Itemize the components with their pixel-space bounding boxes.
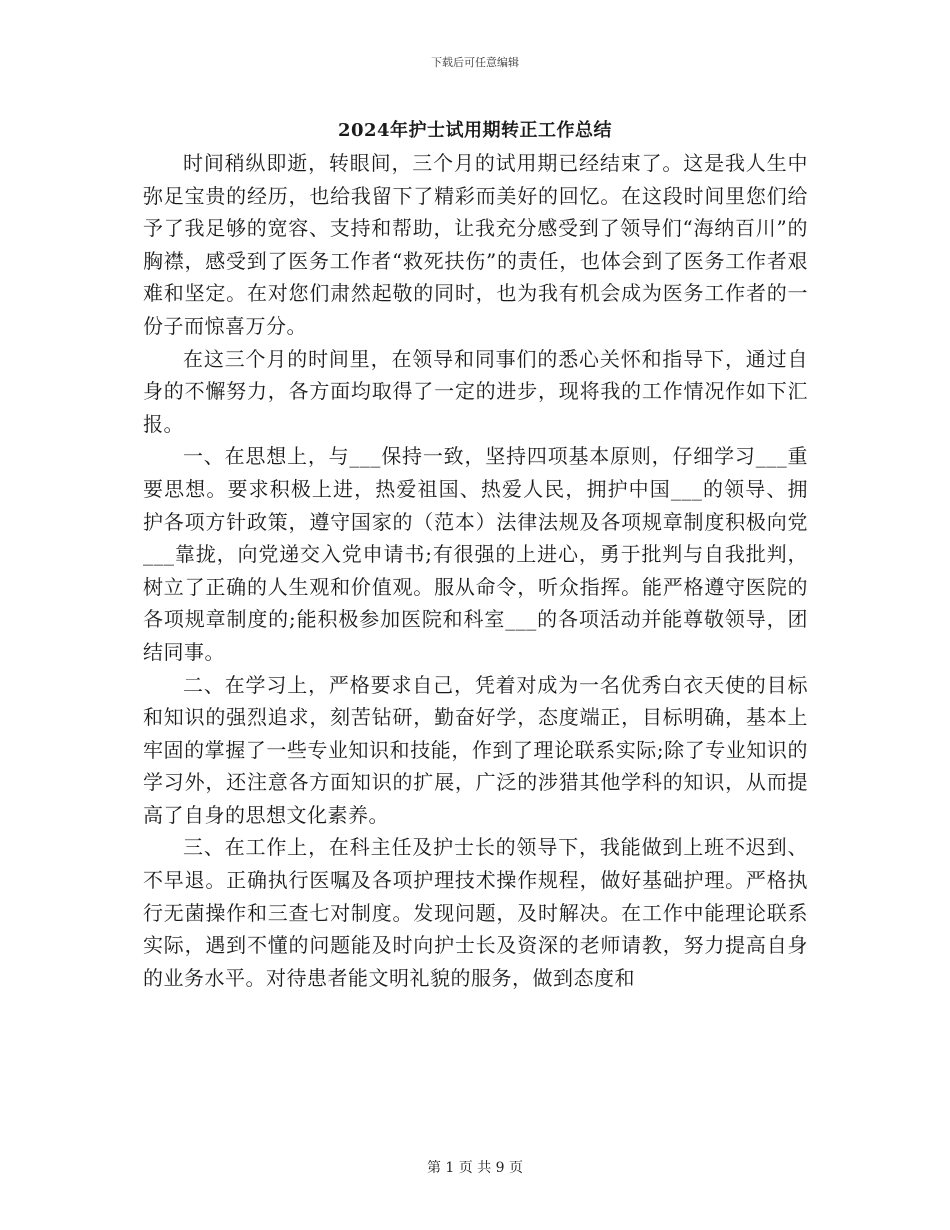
paragraph-work: 三、在工作上，在科主任及护士长的领导下，我能做到上班不迟到、不早退。正确执行医嘱及各项护理技术操作规程，做好基础护理。严格执行无菌操作和三查七对制度。发现问题，及时解决。在工作中能理论联系实际，遇到不懂的问题能及时向护士长及资深的老师请教，努力提高自身的业务水平。对待患者能文明礼貌的服务，做到态度和 [143, 835, 808, 990]
header-note: 下载后可任意编辑 [431, 56, 519, 69]
document-body [143, 147, 808, 994]
paragraph-ideology: 一、在思想上，与___保持一致，坚持四项基本原则，仔细学习___重要思想。要求积极上进，热爱祖国、热爱人民，拥护中国___的领导、拥护各项方针政策，遵守国家的（范本）法律法规及各项规章制度积极向党___靠拢，向党递交入党申请书;有很强的上进心，勇于批判与自我批判，树立了正确的人生观和价值观。服从命令，听众指挥。能严格遵守医院的各项规章制度的;能积极参加医院和科室___的各项活动并能尊敬领导，团结同事。 [143, 444, 808, 664]
page-number-footer: 第 1 页 共 9 页 [426, 1160, 524, 1176]
document-title: 2024年护士试用期转正工作总结 [337, 120, 613, 141]
paragraph-study: 二、在学习上，严格要求自己，凭着对成为一名优秀白衣天使的目标和知识的强烈追求，刻苦钻研，勤奋好学，态度端正，目标明确，基本上牢固的掌握了一些专业知识和技能，作到了理论联系实际;除了专业知识的学习外，还注意各方面知识的扩展，广泛的涉猎其他学科的知识，从而提高了自身的思想文化素养。 [143, 672, 808, 827]
paragraph-intro: 时间稍纵即逝，转眼间，三个月的试用期已经结束了。这是我人生中弥足宝贵的经历，也给我留下了精彩而美好的回忆。在这段时间里您们给予了我足够的宽容、支持和帮助，让我充分感受到了领导们“海纳百川”的胸襟，感受到了医务工作者“救死扶伤”的责任，也体会到了医务工作者艰难和坚定。在对您们肃然起敬的同时，也为我有机会成为医务工作者的一份子而惊喜万分。 [143, 151, 808, 338]
paragraph-summary: 在这三个月的时间里，在领导和同事们的悉心关怀和指导下，通过自身的不懈努力，各方面均取得了一定的进步，现将我的工作情况作如下汇报。 [143, 346, 808, 436]
